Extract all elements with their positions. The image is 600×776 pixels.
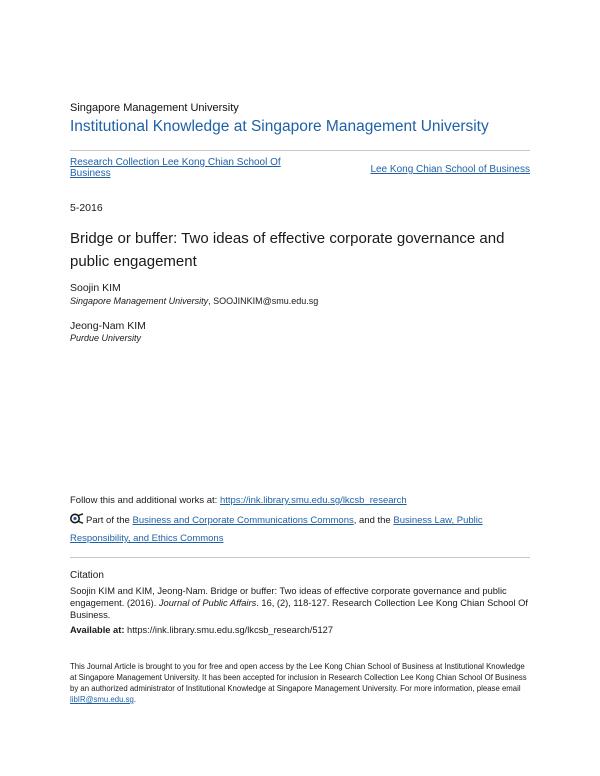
follow-link[interactable]: https://ink.library.smu.edu.sg/lkcsb_research	[219, 495, 407, 506]
notice-text: This Journal Article is brought to you for free and open access by the Lee Kong Chian School of Business at Institutional Knowledge at Singapore Management University. It has been accepted for inclusion in Research Collection Lee Kong Chian School Of Business by an authorized administrator of Institutional Knowledge at Singapore Management University. For more information, please email	[70, 662, 527, 693]
publication-date: 5-2016	[70, 202, 103, 214]
access-notice	[70, 661, 530, 705]
available-at	[70, 625, 333, 635]
follow-text: Follow this and additional works at:	[70, 495, 220, 506]
divider	[70, 557, 530, 558]
citation-after: . 16, (2), 118-127. Research Collection Lee Kong Chian School Of Business.	[70, 598, 528, 620]
journal-name: Journal of Public Affairs	[158, 598, 257, 608]
collection-link[interactable]: Research Collection Lee Kong Chian School Of Business	[70, 157, 281, 179]
available-url: https://ink.library.smu.edu.sg/lkcsb_research/5127	[124, 625, 334, 635]
author-email: , SOOJINKIM@smu.edu.sg	[208, 296, 319, 306]
university-name: Singapore Management University	[70, 102, 239, 114]
citation-label: Citation	[70, 570, 104, 581]
repository-link[interactable]: Institutional Knowledge at Singapore Management University	[70, 118, 489, 135]
commons-link-1[interactable]: Business and Corporate Communications Commons	[132, 515, 354, 526]
article-title: Bridge or buffer: Two ideas of effective corporate governance and public engagement	[70, 230, 505, 270]
author-name: Jeong-Nam KIM	[70, 320, 146, 332]
author-affiliation	[70, 296, 318, 306]
author-affiliation: Purdue University	[70, 333, 142, 343]
follow-line	[70, 495, 407, 506]
network-icon	[70, 513, 84, 524]
notice-end: .	[133, 695, 136, 704]
email-link[interactable]: libIR@smu.edu.sg	[70, 695, 134, 704]
part-of-line	[70, 512, 530, 548]
commons-link-2[interactable]: Business Law, Public Responsibility, and Ethics Commons	[70, 515, 483, 544]
citation-text	[70, 585, 530, 621]
citation-before: Soojin KIM and KIM, Jeong-Nam. Bridge or buffer: Two ideas of effective corporate governance and public engagement. (2016).	[70, 586, 507, 608]
part-of-middle: , and the	[353, 515, 394, 526]
part-of-prefix: Part of the	[86, 515, 133, 526]
author-name: Soojin KIM	[70, 282, 121, 294]
affiliation-text: Singapore Management University	[70, 296, 209, 306]
school-link[interactable]: Lee Kong Chian School of Business	[370, 164, 530, 175]
available-label: Available at:	[70, 625, 125, 635]
divider	[70, 150, 530, 151]
